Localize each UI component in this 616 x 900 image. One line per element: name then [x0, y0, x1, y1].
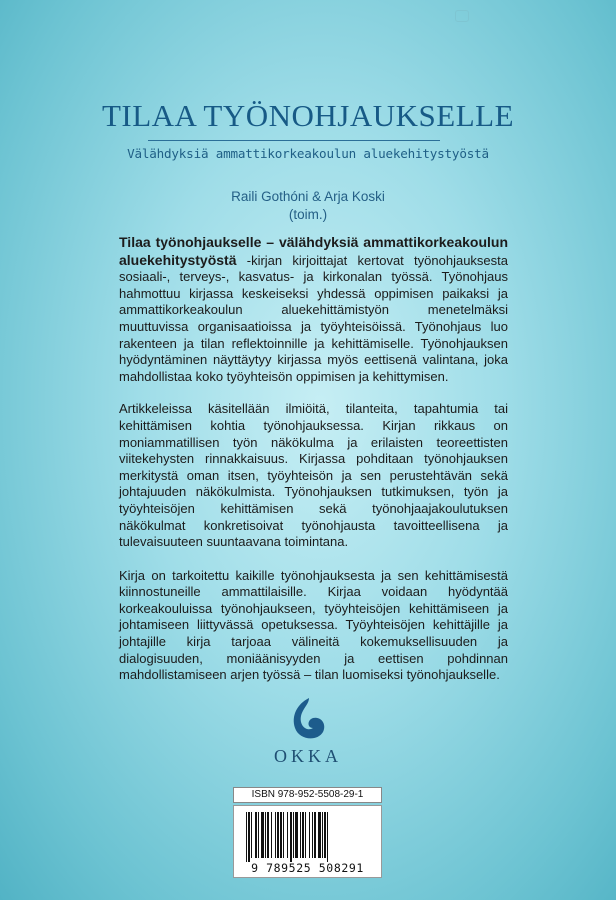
okka-swirl-logo-icon — [287, 696, 327, 742]
blurb-paragraph-1 — [119, 234, 508, 385]
blurb-paragraph-2: Artikkeleissa käsitellään ilmiöitä, tilanteita, tapahtumia tai kehittämisen kohtia työnohjauksessa. Kirjan rikkaus on moniammatillisen työn näkökulma ja erilaisten teoreettisten viitekehysten rinnakkaisuus. Kirjassa pohditaan työnohjauksen merkitystä oman itsen, työyhteisön ja sen perustehtävän sekä johtajuuden näkökulmista. Työnohjauksen tutkimuksen, työn ja työyhteisöjen kehittämisen sekä työnohjaajakoulutuksen näkökulmat konkretisoivat työnohjausta tavoitteellisena ja tulevaisuuteen suuntaavana toimintana. — [119, 401, 508, 550]
blurb-lead-rest: -kirjan kirjoittajat kertovat työnohjauksesta sosiaali-, terveys-, kasvatus- ja kirkonalan työssä. Työnohjaus hahmottuu kirjassa keskeiseksi yhdessä oppimisen paikaksi ja ammattikorkeakoulun aluekehittämistyön menetelmäksi muuttuvissa organisaatioissa ja työyhteisöissä. Työnohjaus luo rakenteen ja tilan reflektoinnille ja kehittämiselle. Työnohjauksen hyödyntäminen näyttäytyy kirjassa myös eettisenä valintana, joka mahdollistaa koko työyhteisön oppimisen ja kehittymisen. — [119, 252, 508, 384]
title-underline — [148, 140, 440, 141]
editors-block — [0, 188, 616, 224]
barcode-digits: 9 789525 508291 — [251, 861, 364, 875]
blurb-lead-title: Tilaa työnohjaukselle – välähdyksiä ammattikorkeakoulun aluekehitystyöstä — [119, 234, 508, 268]
blurb-text — [119, 234, 508, 701]
editor-names: Raili Gothóni & Arja Koski — [231, 189, 385, 204]
barcode-bars — [234, 806, 381, 862]
isbn-label: ISBN 978-952-5508-29-1 — [233, 787, 382, 803]
editor-role: (toim.) — [288, 207, 328, 222]
publisher-name: OKKA — [274, 746, 342, 766]
book-title: TILAA TYÖNOHJAUKSELLE — [101, 98, 515, 133]
blurb-paragraph-3: Kirja on tarkoitettu kaikille työnohjauksesta ja sen kehittämisestä kiinnostuneille ammattilaisille. Kirjaa voidaan hyödyntää korkeakouluissa työnohjaukseen, työyhteisöjen kehittämiseen ja johtamiseen liittyvässä opetuksessa. Työyhteisöjen kehittäjille ja johtajille kirja tarjoaa välineitä kokemuksellisuuden ja dialogisuuden, moniäänisyyden ja eettisen pohdinnan mahdollistamiseen arjen työssä – tilan luomiseksi työnohjaukselle. — [119, 567, 508, 683]
book-subtitle: Välähdyksiä ammattikorkeakoulun aluekehitystyöstä — [127, 146, 489, 161]
isbn-barcode — [233, 805, 382, 878]
corner-sticker-mark — [455, 10, 469, 22]
